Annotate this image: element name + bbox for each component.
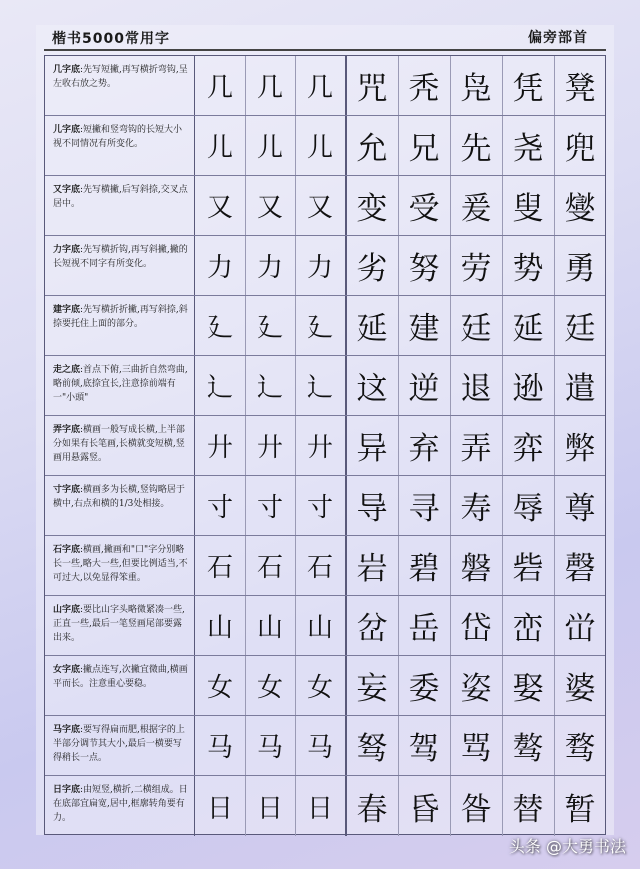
radical-component: 女: [306, 673, 333, 703]
radical-component: 又: [306, 193, 333, 223]
radical-name: 力字底: [53, 245, 81, 255]
example-character: 兜: [564, 131, 596, 167]
radical-name: 又字底: [53, 185, 81, 195]
radical-component: 儿: [256, 133, 283, 163]
cell-divider: [450, 536, 451, 595]
example-character: 辱: [512, 491, 544, 527]
example-character: 骛: [564, 731, 596, 767]
cell-divider: [295, 296, 296, 355]
radical-component: 几: [206, 73, 233, 103]
radical-description: [45, 596, 195, 655]
radical-component: 日: [256, 793, 283, 824]
radical-description: [45, 56, 195, 115]
cell-divider: [245, 416, 246, 475]
sheet-category: 偏旁部首: [528, 30, 588, 46]
radical-name: 弄字底: [53, 425, 81, 435]
cell-divider: [450, 176, 451, 235]
radical-description: [45, 716, 195, 775]
cell-divider: [502, 476, 503, 535]
radical-component: 廾: [306, 433, 333, 463]
radical-description-text: :先写横折钩,再写斜撇,撇的长短视不同字有所变化。: [53, 245, 188, 269]
example-character: 尧: [512, 131, 544, 167]
radical-description-text: :横画,撇画和"口"字分别略长一些,略大一些,但要比例适当,不可过大,以免显得笨重。: [53, 545, 188, 583]
radical-component: 辶: [256, 373, 283, 403]
radical-table: [44, 55, 606, 835]
cell-divider: [295, 476, 296, 535]
radical-description: [45, 656, 195, 715]
example-character: 努: [408, 251, 440, 287]
example-character: 先: [460, 131, 492, 167]
radical-component: 又: [206, 193, 233, 223]
radical-description-text: :由短竖,横折,二横组成。日在底部宜扁宽,居中,框廓转角要有力。: [53, 785, 188, 823]
example-character: 尊: [564, 491, 596, 527]
cell-divider: [502, 116, 503, 175]
example-character: 磐: [460, 551, 492, 587]
example-character: 弄: [460, 431, 492, 467]
example-character: 这: [356, 371, 388, 407]
radical-component: 几: [306, 73, 333, 103]
example-character: 委: [408, 671, 440, 707]
example-character: 岔: [356, 611, 388, 647]
radical-row: [45, 716, 605, 776]
cell-divider: [398, 596, 399, 655]
cell-divider: [295, 656, 296, 715]
radical-description-text: :要比山字头略微紧凑一些,正直一些,最后一笔竖画尾部要露出来。: [53, 605, 185, 643]
cell-divider: [245, 476, 246, 535]
cell-divider: [554, 716, 555, 775]
radical-description-text: :横画多为长横,竖钩略居于横中,右点和横的1/3处相接。: [53, 485, 185, 509]
example-character: 凫: [460, 71, 492, 107]
example-character: 廷: [460, 311, 492, 347]
radical-row: [45, 776, 605, 836]
cell-divider: [554, 476, 555, 535]
radical-name: 石字底: [53, 545, 81, 555]
cell-divider: [245, 296, 246, 355]
example-character: 异: [356, 431, 388, 467]
radical-description-text: :横画一般写成长横,上半部分如果有长笔画,长横就变短横,竖画用悬露竖。: [53, 425, 185, 463]
example-character: 逆: [408, 371, 440, 407]
radical-description-text: :首点下俯,三曲折自然弯曲,略前倾,底捺宜长,注意捺前端有一"小頭": [53, 365, 188, 403]
radical-description-text: :撇点连写,次撇宜微曲,横画平而长。注意重心要稳。: [53, 665, 188, 689]
cell-divider: [398, 116, 399, 175]
calligraphy-sheet: [36, 25, 614, 835]
cell-divider: [502, 356, 503, 415]
cell-divider: [554, 56, 555, 115]
example-character: 驽: [356, 731, 388, 767]
cell-divider: [502, 716, 503, 775]
radical-component: 石: [206, 553, 233, 583]
radical-description: [45, 356, 195, 415]
radical-component: 廾: [206, 433, 233, 463]
example-character: 娶: [512, 671, 544, 707]
radical-row: [45, 176, 605, 236]
radical-component: 女: [256, 673, 283, 703]
radical-description: [45, 776, 195, 836]
example-character: 峃: [564, 611, 596, 647]
cell-divider: [450, 356, 451, 415]
radical-component: 力: [256, 253, 283, 283]
radical-row: [45, 596, 605, 656]
cell-divider: [245, 536, 246, 595]
cell-divider: [502, 776, 503, 836]
example-character: 妄: [356, 671, 388, 707]
watermark: 头条 @大勇书法: [508, 837, 626, 856]
cell-divider: [245, 116, 246, 175]
radical-row: [45, 656, 605, 716]
radical-component: 石: [256, 553, 283, 583]
cell-divider: [450, 656, 451, 715]
example-character: 势: [512, 251, 544, 287]
example-character: 叟: [512, 191, 544, 227]
example-character: 峦: [512, 611, 544, 647]
radical-description-text: :先写横折折撇,再写斜捺,斜捺要托住上面的部分。: [53, 305, 188, 329]
radical-name: 女字底: [53, 665, 81, 675]
radical-name: 山字底: [53, 605, 81, 615]
radical-component: 辶: [306, 373, 333, 403]
cell-divider: [554, 596, 555, 655]
example-character: 砦: [512, 551, 544, 587]
sheet-title: 楷书5000常用字: [52, 31, 170, 47]
radical-component: 辶: [206, 373, 233, 403]
cell-divider: [398, 536, 399, 595]
radical-description-text: :短撇和竖弯钩的长短大小视不同情况有所变化。: [53, 125, 183, 149]
cell-divider: [502, 596, 503, 655]
cell-divider: [245, 656, 246, 715]
radical-component: 儿: [206, 133, 233, 163]
example-character: 弊: [564, 431, 596, 467]
cell-divider: [295, 116, 296, 175]
example-character: 岩: [356, 551, 388, 587]
radical-description: [45, 296, 195, 355]
cell-divider: [554, 536, 555, 595]
radical-description-text: :先写短撇,再写横折弯钩,呈左收右放之势。: [53, 65, 188, 89]
cell-divider: [554, 416, 555, 475]
radical-row: [45, 416, 605, 476]
example-character: 驾: [408, 731, 440, 767]
example-character: 允: [356, 131, 388, 167]
cell-divider: [502, 296, 503, 355]
radical-description: [45, 416, 195, 475]
cell-divider: [450, 416, 451, 475]
example-character: 廷: [564, 311, 596, 347]
radical-row: [45, 236, 605, 296]
example-character: 燮: [564, 191, 596, 227]
radical-component: 石: [306, 553, 333, 583]
radical-component: 廾: [256, 433, 283, 463]
example-character: 延: [512, 311, 544, 347]
cell-divider: [295, 776, 296, 836]
radical-description: [45, 476, 195, 535]
example-character: 昏: [408, 791, 440, 828]
example-character: 替: [512, 791, 544, 828]
example-character: 遣: [564, 371, 596, 407]
radical-component: 廴: [206, 313, 233, 343]
radical-component: 女: [206, 673, 233, 703]
cell-divider: [398, 236, 399, 295]
example-character: 寻: [408, 491, 440, 527]
example-character: 凭: [512, 71, 544, 107]
radical-row: [45, 536, 605, 596]
cell-divider: [398, 296, 399, 355]
radical-component: 日: [306, 793, 333, 824]
radical-row: [45, 296, 605, 356]
radical-name: 寸字底: [53, 485, 81, 495]
example-character: 延: [356, 311, 388, 347]
radical-description: [45, 536, 195, 595]
radical-row: [45, 476, 605, 536]
cell-divider: [295, 236, 296, 295]
radical-name: 日字底: [53, 785, 81, 795]
cell-divider: [245, 596, 246, 655]
cell-divider: [554, 116, 555, 175]
cell-divider: [502, 56, 503, 115]
cell-divider: [295, 416, 296, 475]
cell-divider: [295, 56, 296, 115]
example-character: 建: [408, 311, 440, 347]
radical-component: 寸: [206, 493, 233, 523]
example-character: 碧: [408, 551, 440, 587]
cell-divider: [554, 176, 555, 235]
example-character: 勇: [564, 251, 596, 287]
cell-divider: [245, 356, 246, 415]
radical-component: 山: [306, 613, 333, 643]
radical-row: [45, 56, 605, 116]
cell-divider: [502, 236, 503, 295]
cell-divider: [398, 416, 399, 475]
radical-component: 力: [206, 253, 233, 283]
radical-name: 几字底: [53, 65, 81, 75]
radical-description-text: :要写得扁而肥,根据字的上半部分调节其大小,最后一横要写得稍长一点。: [53, 725, 185, 763]
example-character: 弈: [512, 431, 544, 467]
example-character: 骜: [512, 731, 544, 767]
example-character: 劣: [356, 251, 388, 287]
radical-component: 廴: [256, 313, 283, 343]
cell-divider: [554, 776, 555, 836]
example-character: 昝: [460, 791, 492, 828]
cell-divider: [245, 236, 246, 295]
cell-divider: [295, 356, 296, 415]
example-character: 劳: [460, 251, 492, 287]
example-character: 岱: [460, 611, 492, 647]
cell-divider: [502, 416, 503, 475]
radical-component: 马: [256, 733, 283, 763]
radical-component: 寸: [306, 493, 333, 523]
cell-divider: [398, 356, 399, 415]
example-character: 逊: [512, 371, 544, 407]
radical-description: [45, 236, 195, 295]
cell-divider: [245, 56, 246, 115]
example-character: 秃: [408, 71, 440, 107]
radical-component: 山: [206, 613, 233, 643]
cell-divider: [398, 656, 399, 715]
cell-divider: [245, 776, 246, 836]
radical-name: 走之底: [53, 365, 81, 375]
cell-divider: [450, 776, 451, 836]
example-character: 爰: [460, 191, 492, 227]
example-character: 咒: [356, 71, 388, 107]
cell-divider: [295, 596, 296, 655]
example-character: 退: [460, 371, 492, 407]
example-character: 春: [356, 791, 388, 828]
cell-divider: [450, 236, 451, 295]
radical-component: 儿: [306, 133, 333, 163]
example-character: 暂: [564, 791, 596, 828]
radical-component: 日: [206, 793, 233, 824]
cell-divider: [502, 176, 503, 235]
example-character: 岳: [408, 611, 440, 647]
header-divider: [44, 49, 606, 51]
example-character: 弃: [408, 431, 440, 467]
example-character: 受: [408, 191, 440, 227]
cell-divider: [554, 296, 555, 355]
example-character: 寿: [460, 491, 492, 527]
cell-divider: [554, 236, 555, 295]
cell-divider: [398, 56, 399, 115]
cell-divider: [295, 716, 296, 775]
example-character: 磬: [564, 551, 596, 587]
cell-divider: [502, 656, 503, 715]
radical-description: [45, 116, 195, 175]
cell-divider: [398, 776, 399, 836]
radical-component: 几: [256, 73, 283, 103]
cell-divider: [450, 596, 451, 655]
cell-divider: [295, 176, 296, 235]
radical-row: [45, 356, 605, 416]
cell-divider: [450, 56, 451, 115]
radical-component: 廴: [306, 313, 333, 343]
cell-divider: [502, 536, 503, 595]
example-character: 变: [356, 191, 388, 227]
radical-row: [45, 116, 605, 176]
radical-component: 又: [256, 193, 283, 223]
radical-component: 力: [306, 253, 333, 283]
cell-divider: [450, 476, 451, 535]
cell-divider: [554, 656, 555, 715]
cell-divider: [295, 536, 296, 595]
radical-description: [45, 176, 195, 235]
example-character: 骂: [460, 731, 492, 767]
radical-name: 马字底: [53, 725, 81, 735]
cell-divider: [554, 356, 555, 415]
cell-divider: [245, 176, 246, 235]
example-character: 婆: [564, 671, 596, 707]
cell-divider: [450, 296, 451, 355]
radical-component: 山: [256, 613, 283, 643]
cell-divider: [398, 716, 399, 775]
cell-divider: [450, 116, 451, 175]
example-character: 凳: [564, 71, 596, 107]
example-character: 兄: [408, 131, 440, 167]
cell-divider: [245, 716, 246, 775]
example-character: 导: [356, 491, 388, 527]
radical-component: 马: [306, 733, 333, 763]
radical-component: 寸: [256, 493, 283, 523]
radical-name: 儿字底: [53, 125, 81, 135]
cell-divider: [450, 716, 451, 775]
radical-component: 马: [206, 733, 233, 763]
example-character: 姿: [460, 671, 492, 707]
cell-divider: [398, 476, 399, 535]
radical-name: 建字底: [53, 305, 81, 315]
radical-description-text: :先写横撇,后写斜捺,交叉点居中。: [53, 185, 188, 209]
sheet-header: [36, 25, 614, 53]
cell-divider: [398, 176, 399, 235]
